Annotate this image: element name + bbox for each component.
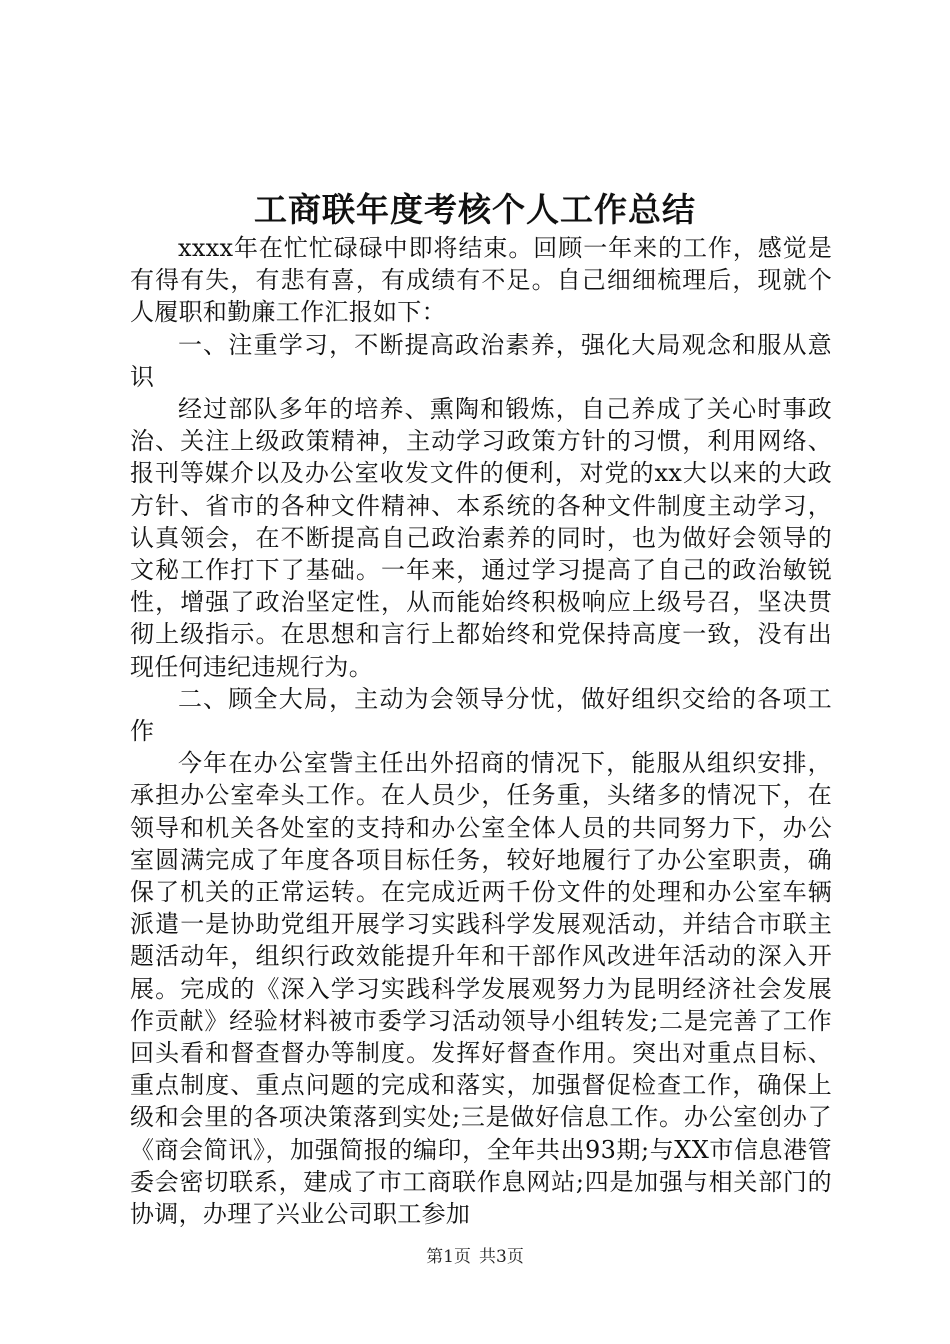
- paragraph-intro: xxxx年在忙忙碌碌中即将结束。回顾一年来的工作，感觉是有得有失，有悲有喜，有成绩有不足。自己细细梳理后，现就个人履职和勤廉工作汇报如下：: [130, 234, 832, 327]
- section-heading-2: 二、顾全大局，主动为会领导分忧，做好组织交给的各项工作: [130, 684, 832, 746]
- page-footer: [0, 1245, 950, 1269]
- document-body: [130, 232, 832, 1230]
- paragraph-section-2: 今年在办公室訾主任出外招商的情况下，能服从组织安排，承担办公室牵头工作。在人员少，任务重，头绪多的情况下，在领导和机关各处室的支持和办公室全体人员的共同努力下，办公室圆满完成了年度各项目标任务，较好地履行了办公室职责，确保了机关的正常运转。在完成近两千份文件的处理和办公室车辆派遣一是协助党组开展学习实践科学发展观活动，并结合市联主题活动年，组织行政效能提升年和干部作风改进年活动的深入开展。完成的《深入学习实践科学发展观努力为昆明经济社会发展作贡献》经验材料被市委学习活动领导小组转发;二是完善了工作回头看和督查督办等制度。发挥好督查作用。突出对重点目标、重点制度、重点问题的完成和落实，加强督促检查工作，确保上级和会里的各项决策落到实处;三是做好信息工作。办公室创办了《商会简讯》，加强简报的编印，全年共出93期;与XX市信息港管委会密切联系，建成了市工商联作息网站;四是加强与相关部门的协调，办理了兴业公司职工参加: [130, 749, 832, 1229]
- page-total: 共3页: [479, 1247, 524, 1267]
- paragraph-section-1: 经过部队多年的培养、熏陶和锻炼，自己养成了关心时事政治、关注上级政策精神，主动学习政策方针的习惯，利用网络、报刊等媒介以及办公室收发文件的便利，对党的xx大以来的大政方针、省市的各种文件精神、本系统的各种文件制度主动学习，认真领会，在不断提高自己政治素养的同时，也为做好会领导的文秘工作打下了基础。一年来，通过学习提高了自己的政治敏锐性，增强了政治坚定性，从而能始终积极响应上级号召，坚决贯彻上级指示。在思想和言行上都始终和党保持高度一致，没有出现任何违纪违规行为。: [130, 395, 832, 681]
- document-title: 工商联年度考核个人工作总结: [254, 190, 696, 229]
- page-number: 第1页: [426, 1247, 471, 1267]
- section-heading-1: 一、注重学习，不断提高政治素养，强化大局观念和服从意识: [130, 330, 832, 391]
